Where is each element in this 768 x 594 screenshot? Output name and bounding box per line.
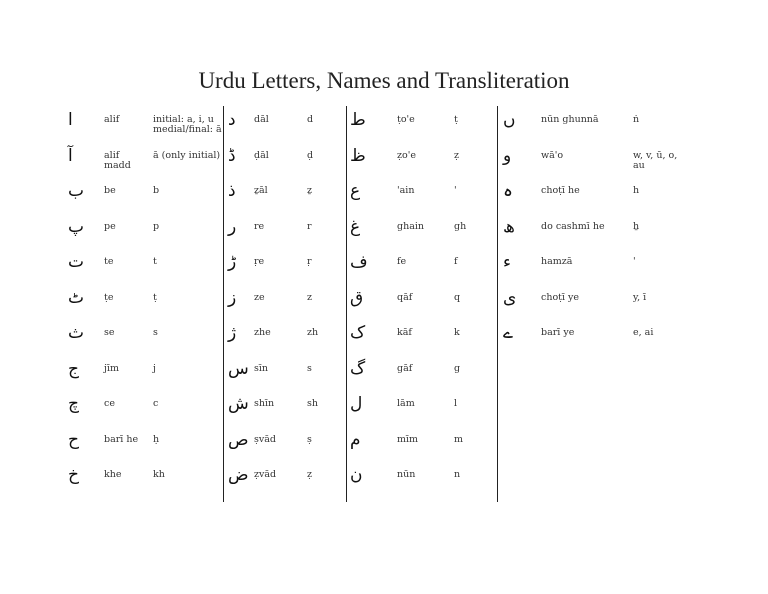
urdu-letter: ص: [228, 429, 249, 450]
urdu-letter: ی: [503, 287, 517, 308]
urdu-letter: س: [228, 358, 249, 379]
letter-name: mīm: [397, 433, 419, 445]
letter-row: [225, 392, 345, 428]
transliteration: ā (only initial): [153, 149, 221, 161]
letter-row: [500, 108, 680, 144]
urdu-letter: ڈ: [228, 145, 236, 166]
urdu-letter: ر: [228, 216, 237, 237]
transliteration: n: [454, 469, 461, 480]
letter-name: lām: [397, 398, 415, 409]
letter-row: [348, 215, 496, 251]
letter-name: ẓvād: [254, 469, 277, 480]
letter-row: [500, 286, 680, 322]
letter-name: nūn: [397, 469, 416, 480]
letter-name: barī ye: [541, 327, 575, 338]
urdu-letter: و: [503, 145, 512, 166]
letter-row: [62, 286, 222, 322]
transliteration: e, ai: [633, 327, 654, 338]
letter-row: [225, 215, 345, 251]
letter-row: [348, 428, 496, 464]
urdu-letter: ظ: [350, 145, 366, 166]
letter-name: be: [104, 185, 116, 196]
letter-row: [500, 215, 680, 251]
transliteration: y, ī: [633, 291, 647, 303]
column-divider-3: [497, 106, 498, 502]
letter-row: [62, 428, 222, 464]
transliteration: l: [454, 398, 458, 409]
letter-name: do cashmī he: [541, 220, 605, 232]
urdu-letter: چ: [68, 394, 79, 414]
letter-row: [62, 179, 222, 215]
urdu-letter: ت: [68, 252, 85, 272]
letter-name: ṛe: [254, 256, 265, 267]
urdu-letter: ن: [350, 465, 363, 485]
transliteration: ṅ: [633, 114, 640, 125]
transliteration: t: [153, 256, 157, 267]
urdu-letter: گ: [350, 358, 366, 379]
letter-row: [348, 357, 496, 393]
letter-name: ṣvād: [254, 433, 276, 445]
letter-name: se: [104, 327, 115, 338]
letter-column-3: [348, 108, 496, 499]
letter-row: [348, 392, 496, 428]
transliteration: ḥ: [153, 433, 160, 445]
letter-row: [62, 215, 222, 251]
letter-name: wā'o: [541, 149, 564, 161]
transliteration: g: [454, 362, 461, 374]
letter-row: [62, 250, 222, 286]
letter-row: [348, 321, 496, 357]
letter-row: [225, 250, 345, 286]
transliteration: p: [153, 220, 160, 232]
page-title: Urdu Letters, Names and Transliteration: [198, 68, 570, 93]
letter-name: ghain: [397, 220, 425, 232]
letter-name: ze: [254, 291, 265, 303]
letter-name: kāf: [397, 327, 412, 338]
transliteration: sh: [307, 398, 318, 409]
transliteration: ẕ: [307, 185, 313, 196]
letter-name: sīn: [254, 362, 269, 374]
transliteration: ṣ: [307, 433, 312, 445]
letter-row: [62, 463, 222, 499]
letter-row: [225, 144, 345, 180]
column-divider-2: [346, 106, 347, 502]
letter-row: [500, 321, 680, 357]
letter-row: [225, 286, 345, 322]
urdu-letter: ق: [350, 287, 364, 308]
urdu-letter: ذ: [228, 181, 236, 201]
transliteration: kh: [153, 469, 165, 480]
urdu-letter: ع: [350, 181, 361, 201]
transliteration: b: [153, 185, 160, 196]
letter-column-1: [62, 108, 222, 499]
letter-name: te: [104, 256, 114, 267]
letter-row: [62, 144, 222, 180]
urdu-letter: ہ: [503, 181, 513, 201]
letter-row: [500, 144, 680, 180]
transliteration: ḍ: [307, 149, 314, 161]
letter-row: [62, 321, 222, 357]
letter-name: gāf: [397, 362, 413, 374]
letter-name: ce: [104, 398, 115, 409]
letter-name: choṭī ye: [541, 291, 580, 303]
urdu-letter: ک: [350, 323, 366, 343]
letter-row: [225, 428, 345, 464]
letter-row: [348, 250, 496, 286]
transliteration: j: [153, 362, 156, 374]
transliteration: ṭ: [153, 291, 157, 303]
transliteration: s: [307, 362, 312, 374]
letter-row: [348, 144, 496, 180]
letter-row: [62, 392, 222, 428]
urdu-letter: ج: [68, 358, 79, 379]
letter-column-2: [225, 108, 345, 499]
transliteration: q: [454, 291, 461, 303]
letter-name: khe: [104, 469, 122, 480]
urdu-letter: ش: [228, 394, 249, 414]
urdu-letter: ژ: [228, 323, 237, 343]
letter-name: qāf: [397, 291, 413, 303]
urdu-letter: ز: [228, 287, 237, 308]
urdu-letter: ف: [350, 252, 368, 272]
letter-row: [225, 463, 345, 499]
letter-row: [500, 179, 680, 215]
transliteration: f: [454, 256, 458, 267]
letter-name: choṭī he: [541, 185, 580, 196]
urdu-letter: ط: [350, 110, 366, 130]
letter-row: [62, 108, 222, 144]
urdu-letter: د: [228, 110, 236, 130]
transliteration: gh: [454, 220, 467, 232]
urdu-letter: ب: [68, 181, 85, 201]
urdu-letter: ض: [228, 465, 249, 485]
letter-name: ẓo'e: [397, 149, 416, 161]
urdu-letter: آ: [68, 145, 73, 166]
transliteration: d: [307, 114, 314, 125]
urdu-letter: ڑ: [228, 252, 237, 272]
letter-name: zhe: [254, 327, 271, 338]
urdu-letter: م: [350, 429, 361, 450]
letter-name: pe: [104, 220, 116, 232]
letter-name: re: [254, 220, 265, 232]
urdu-letter: ے: [503, 323, 513, 343]
urdu-letter: ٹ: [68, 287, 85, 308]
transliteration: ṭ: [454, 114, 458, 125]
letter-name: ṭe: [104, 291, 114, 303]
letter-row: [225, 357, 345, 393]
urdu-letter: خ: [68, 465, 79, 485]
letter-row: [500, 250, 680, 286]
transliteration: r: [307, 220, 312, 232]
urdu-letter: ں: [503, 110, 516, 130]
transliteration: ṛ: [307, 256, 312, 267]
letter-name: hamzā: [541, 256, 573, 267]
transliteration: k: [454, 327, 460, 338]
urdu-letter: ا: [68, 110, 73, 130]
transliteration: h: [633, 185, 640, 196]
transliteration: zh: [307, 327, 319, 338]
letter-name: alif madd: [104, 149, 131, 171]
transliteration: ẖ: [633, 220, 640, 232]
transliteration: ': [454, 185, 457, 196]
transliteration: w, v, ū, o, au: [633, 149, 678, 171]
transliteration: z: [307, 291, 313, 303]
letter-row: [225, 321, 345, 357]
transliteration: m: [454, 433, 464, 445]
letter-row: [225, 179, 345, 215]
letter-row: [225, 108, 345, 144]
letter-name: dāl: [254, 114, 269, 125]
letter-column-4: [500, 108, 680, 357]
letter-name: jīm: [104, 362, 119, 374]
transliteration: ẓ: [307, 469, 313, 480]
letter-name: shīn: [254, 398, 275, 409]
transliteration: initial: a, i, u medial/final: ā: [153, 114, 222, 135]
letter-name: 'ain: [397, 185, 415, 196]
letter-row: [348, 108, 496, 144]
urdu-letter: پ: [68, 216, 85, 237]
letter-name: nūn ghunnā: [541, 114, 599, 125]
letter-name: ḍāl: [254, 149, 269, 161]
letter-row: [348, 286, 496, 322]
urdu-letter: ھ: [503, 216, 515, 237]
letter-row: [348, 179, 496, 215]
transliteration: s: [153, 327, 158, 338]
urdu-letter: ء: [503, 252, 511, 272]
urdu-letter: ل: [350, 394, 363, 414]
letter-name: fe: [397, 256, 407, 267]
letter-name: ẕāl: [254, 185, 268, 196]
column-divider-1: [223, 106, 224, 502]
urdu-letter: غ: [350, 216, 361, 237]
letter-name: barī he: [104, 433, 139, 445]
letter-row: [62, 357, 222, 393]
letter-name: alif: [104, 114, 120, 125]
urdu-letter: ث: [68, 323, 85, 343]
transliteration: ': [633, 256, 636, 267]
letter-row: [348, 463, 496, 499]
transliteration: c: [153, 398, 159, 409]
letter-name: ṭo'e: [397, 114, 415, 125]
urdu-letter: ح: [68, 429, 79, 450]
transliteration: ẓ: [454, 149, 460, 161]
